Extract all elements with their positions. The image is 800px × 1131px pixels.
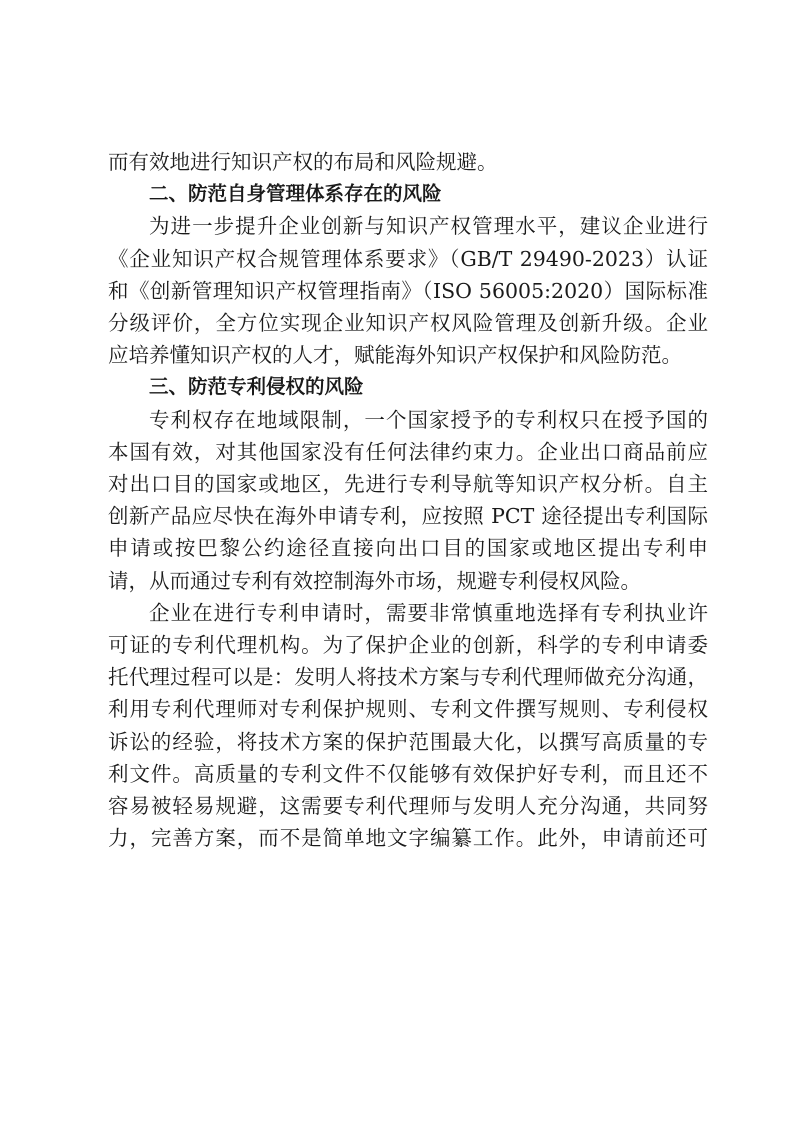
paragraph-line: 力，完善方案，而不是简单地文字编纂工作。此外，申请前还可	[108, 826, 708, 851]
paragraph-line: 专利权存在地域限制，一个国家授予的专利权只在授予国的	[149, 407, 708, 432]
paragraph-line: 容易被轻易规避，这需要专利代理师与发明人充分沟通，共同努	[108, 794, 708, 819]
paragraph-line: 利用专利代理师对专利保护规则、专利文件撰写规则、专利侵权	[108, 697, 708, 722]
paragraph-line: 《企业知识产权合规管理体系要求》（GB/T 29490-2023）认证	[108, 246, 708, 271]
paragraph-line: 和《创新管理知识产权管理指南》（ISO 56005:2020）国际标准	[108, 278, 708, 303]
section-heading-3: 三、防范专利侵权的风险	[149, 375, 364, 399]
paragraph-line: 分级评价，全方位实现企业知识产权风险管理及创新升级。企业	[108, 311, 708, 336]
paragraph-line: 请，从而通过专利有效控制海外市场，规避专利侵权风险。	[108, 568, 641, 593]
paragraph-line: 本国有效，对其他国家没有任何法律约束力。企业出口商品前应	[108, 439, 708, 464]
paragraph-line: 可证的专利代理机构。为了保护企业的创新，科学的专利申请委	[108, 633, 708, 658]
paragraph-line: 对出口目的国家或地区，先进行专利导航等知识产权分析。自主	[108, 472, 708, 497]
paragraph-line: 应培养懂知识产权的人才，赋能海外知识产权保护和风险防范。	[108, 343, 682, 368]
section-heading-2: 二、防范自身管理体系存在的风险	[149, 182, 442, 206]
paragraph-line: 为进一步提升企业创新与知识产权管理水平，建议企业进行	[149, 214, 708, 239]
paragraph-line: 而有效地进行知识产权的布局和风险规避。	[108, 150, 498, 174]
paragraph-line: 托代理过程可以是：发明人将技术方案与专利代理师做充分沟通，	[108, 665, 708, 690]
paragraph-line: 创新产品应尽快在海外申请专利，应按照 PCT 途径提出专利国际	[108, 504, 708, 529]
paragraph-line: 诉讼的经验，将技术方案的保护范围最大化，以撰写高质量的专	[108, 729, 708, 754]
paragraph-line: 申请或按巴黎公约途径直接向出口目的国家或地区提出专利申	[108, 536, 708, 561]
paragraph-line: 企业在进行专利申请时，需要非常慎重地选择有专利执业许	[149, 600, 708, 625]
paragraph-line: 利文件。高质量的专利文件不仅能够有效保护好专利，而且还不	[108, 761, 708, 786]
document-body	[108, 146, 708, 854]
